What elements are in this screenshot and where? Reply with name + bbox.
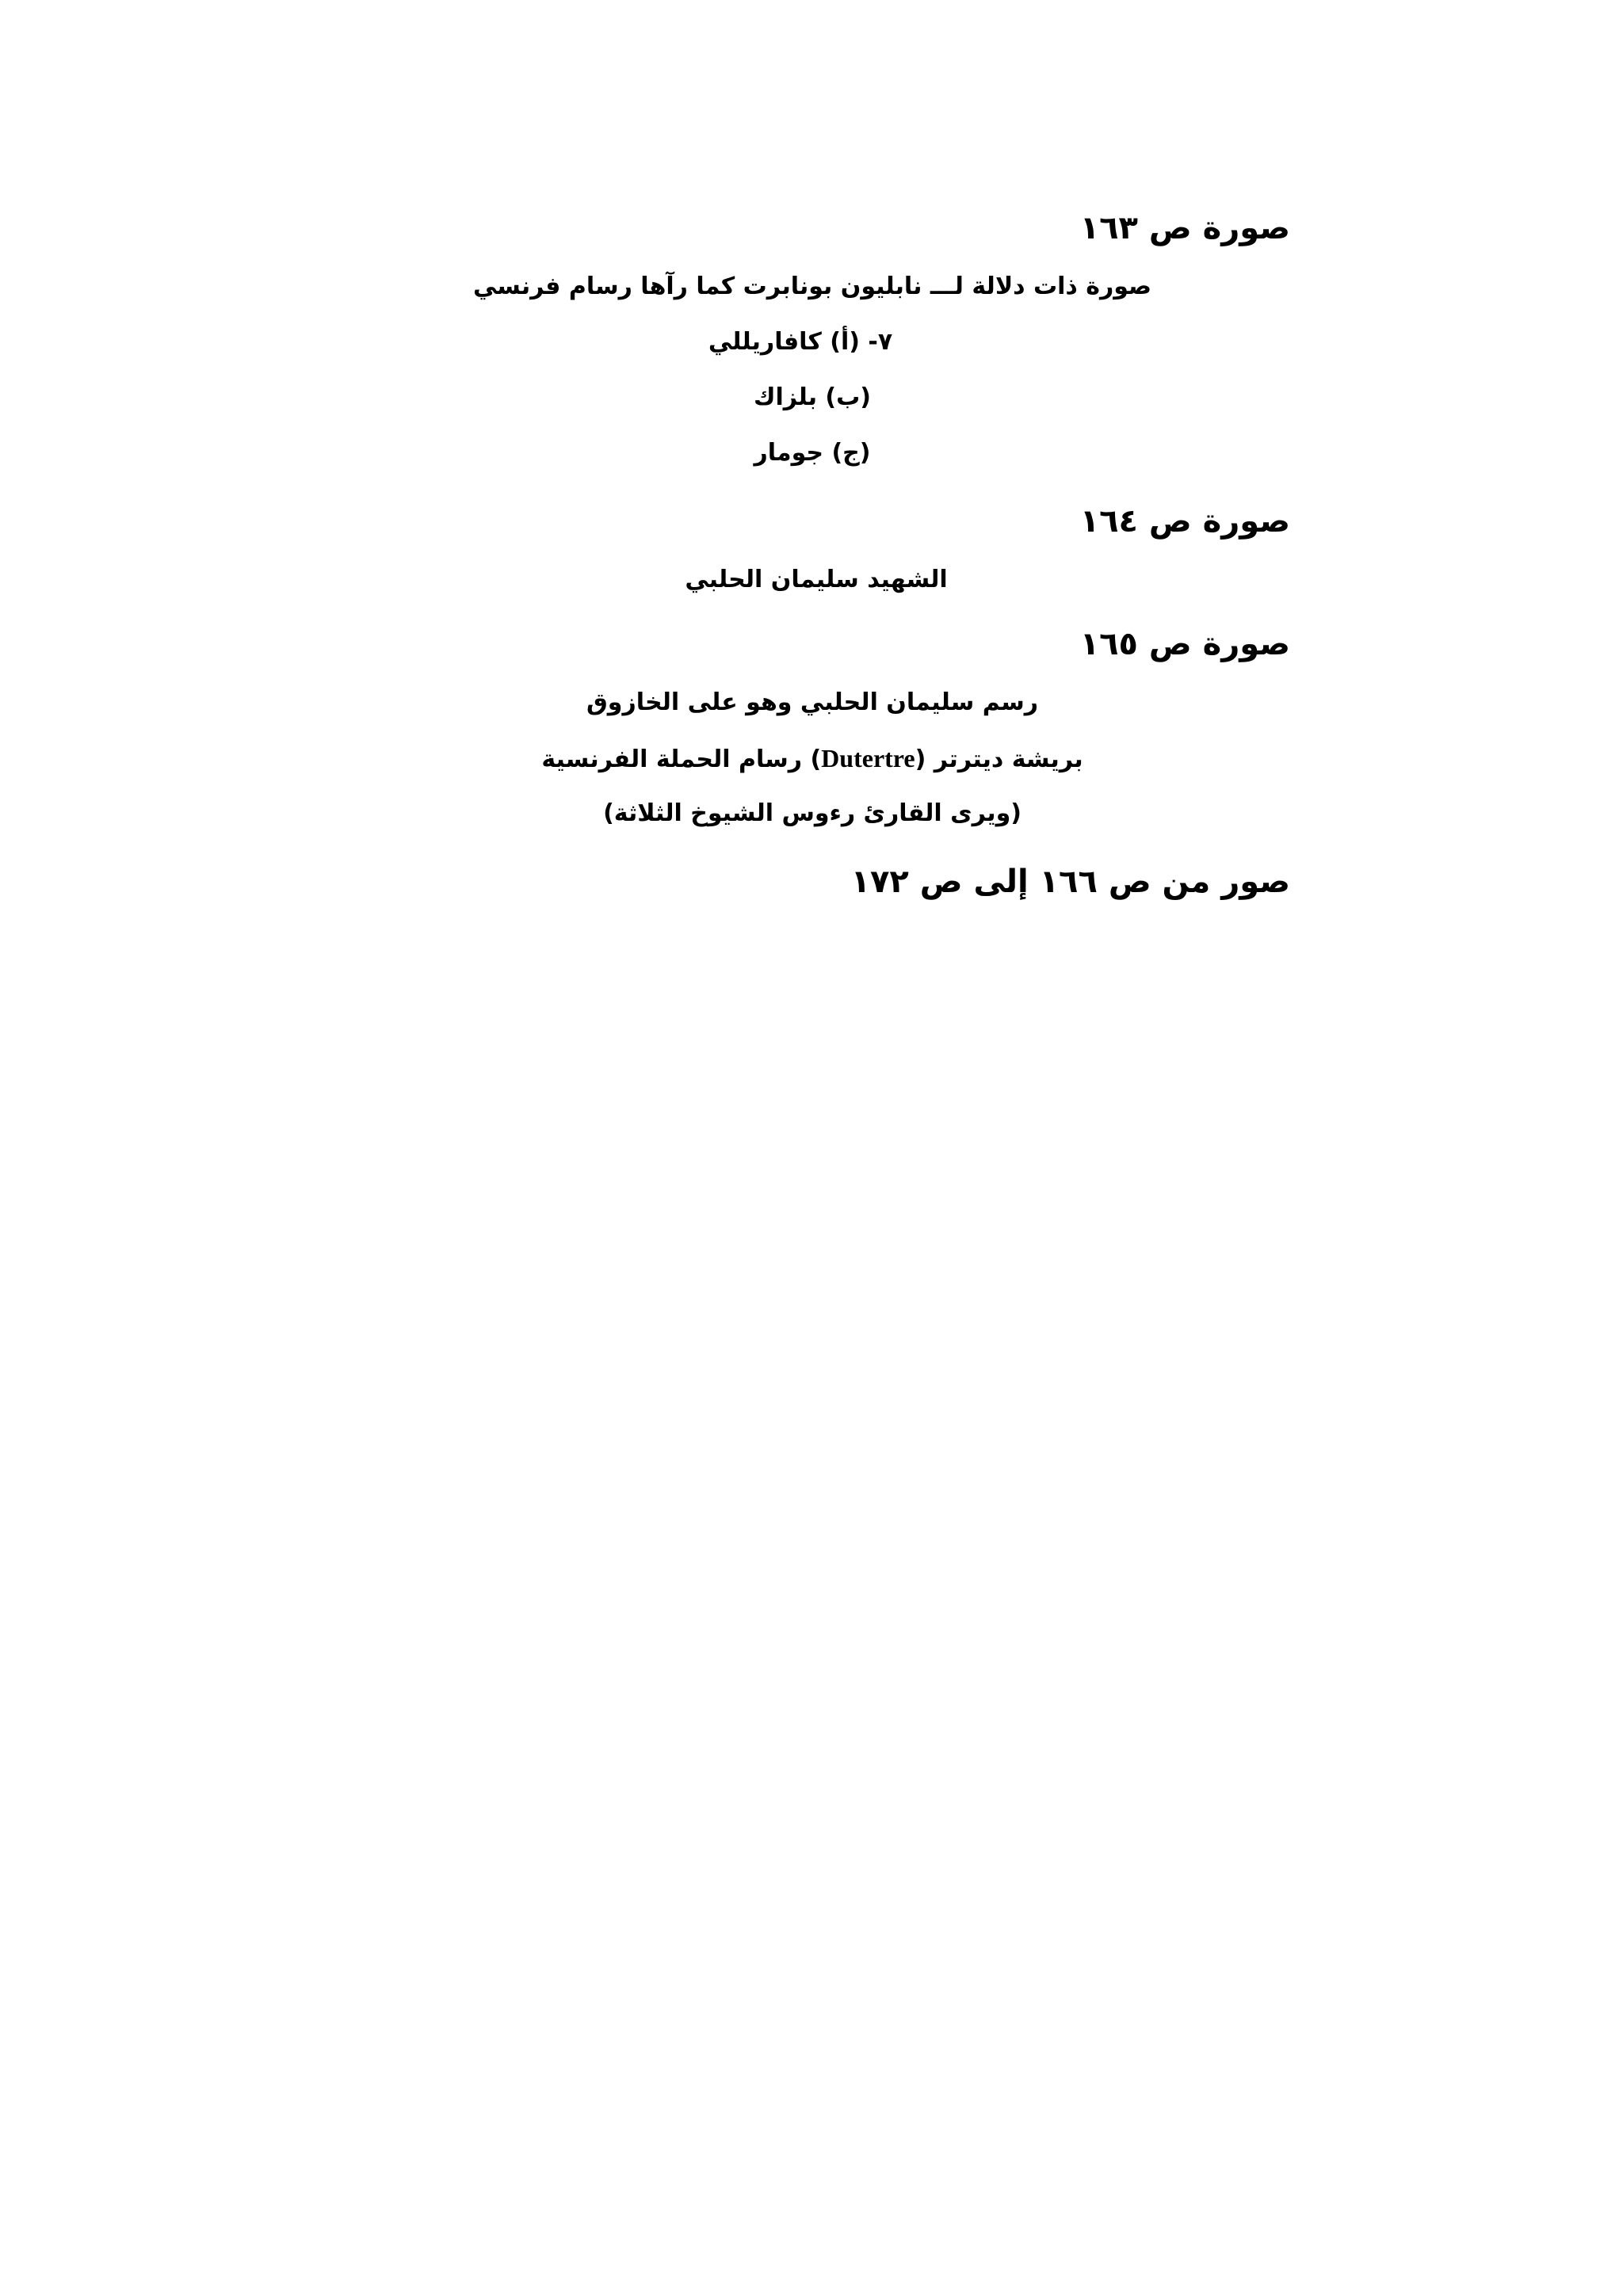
caption-three-sheikhs: (ويرى القارئ رءوس الشيوخ الثلاثة) <box>603 799 1022 827</box>
section-heading-163: صورة ص ١٦٣ <box>1079 210 1290 246</box>
caption-dutertre-latin: Dutertre <box>821 744 915 772</box>
caption-martyr: الشهيد سليمان الحلبي <box>685 566 948 593</box>
section-heading-165: صورة ص ١٦٥ <box>1079 626 1290 662</box>
caption-dutertre-before: بريشة ديترتر ( <box>915 746 1083 773</box>
caption-impalement: رسم سليمان الحلبي وهو على الخازوق <box>586 688 1039 716</box>
caption-dutertre-after: ) رسام الحملة الفرنسية <box>541 746 822 773</box>
list-item-a: ٧- (أ) كافاريللي <box>708 328 893 356</box>
list-item-b: (ب) بلزاك <box>754 383 871 411</box>
caption-dutertre <box>541 741 1083 777</box>
section-heading-166-172: صور من ص ١٦٦ إلى ص ١٧٢ <box>850 864 1290 900</box>
section-heading-164: صورة ص ١٦٤ <box>1079 503 1290 540</box>
list-item-c: (ج) جومار <box>754 439 871 467</box>
caption-napoleon: صورة ذات دلالة لـــ نابليون بونابرت كما رآها رسام فرنسي <box>472 273 1152 300</box>
